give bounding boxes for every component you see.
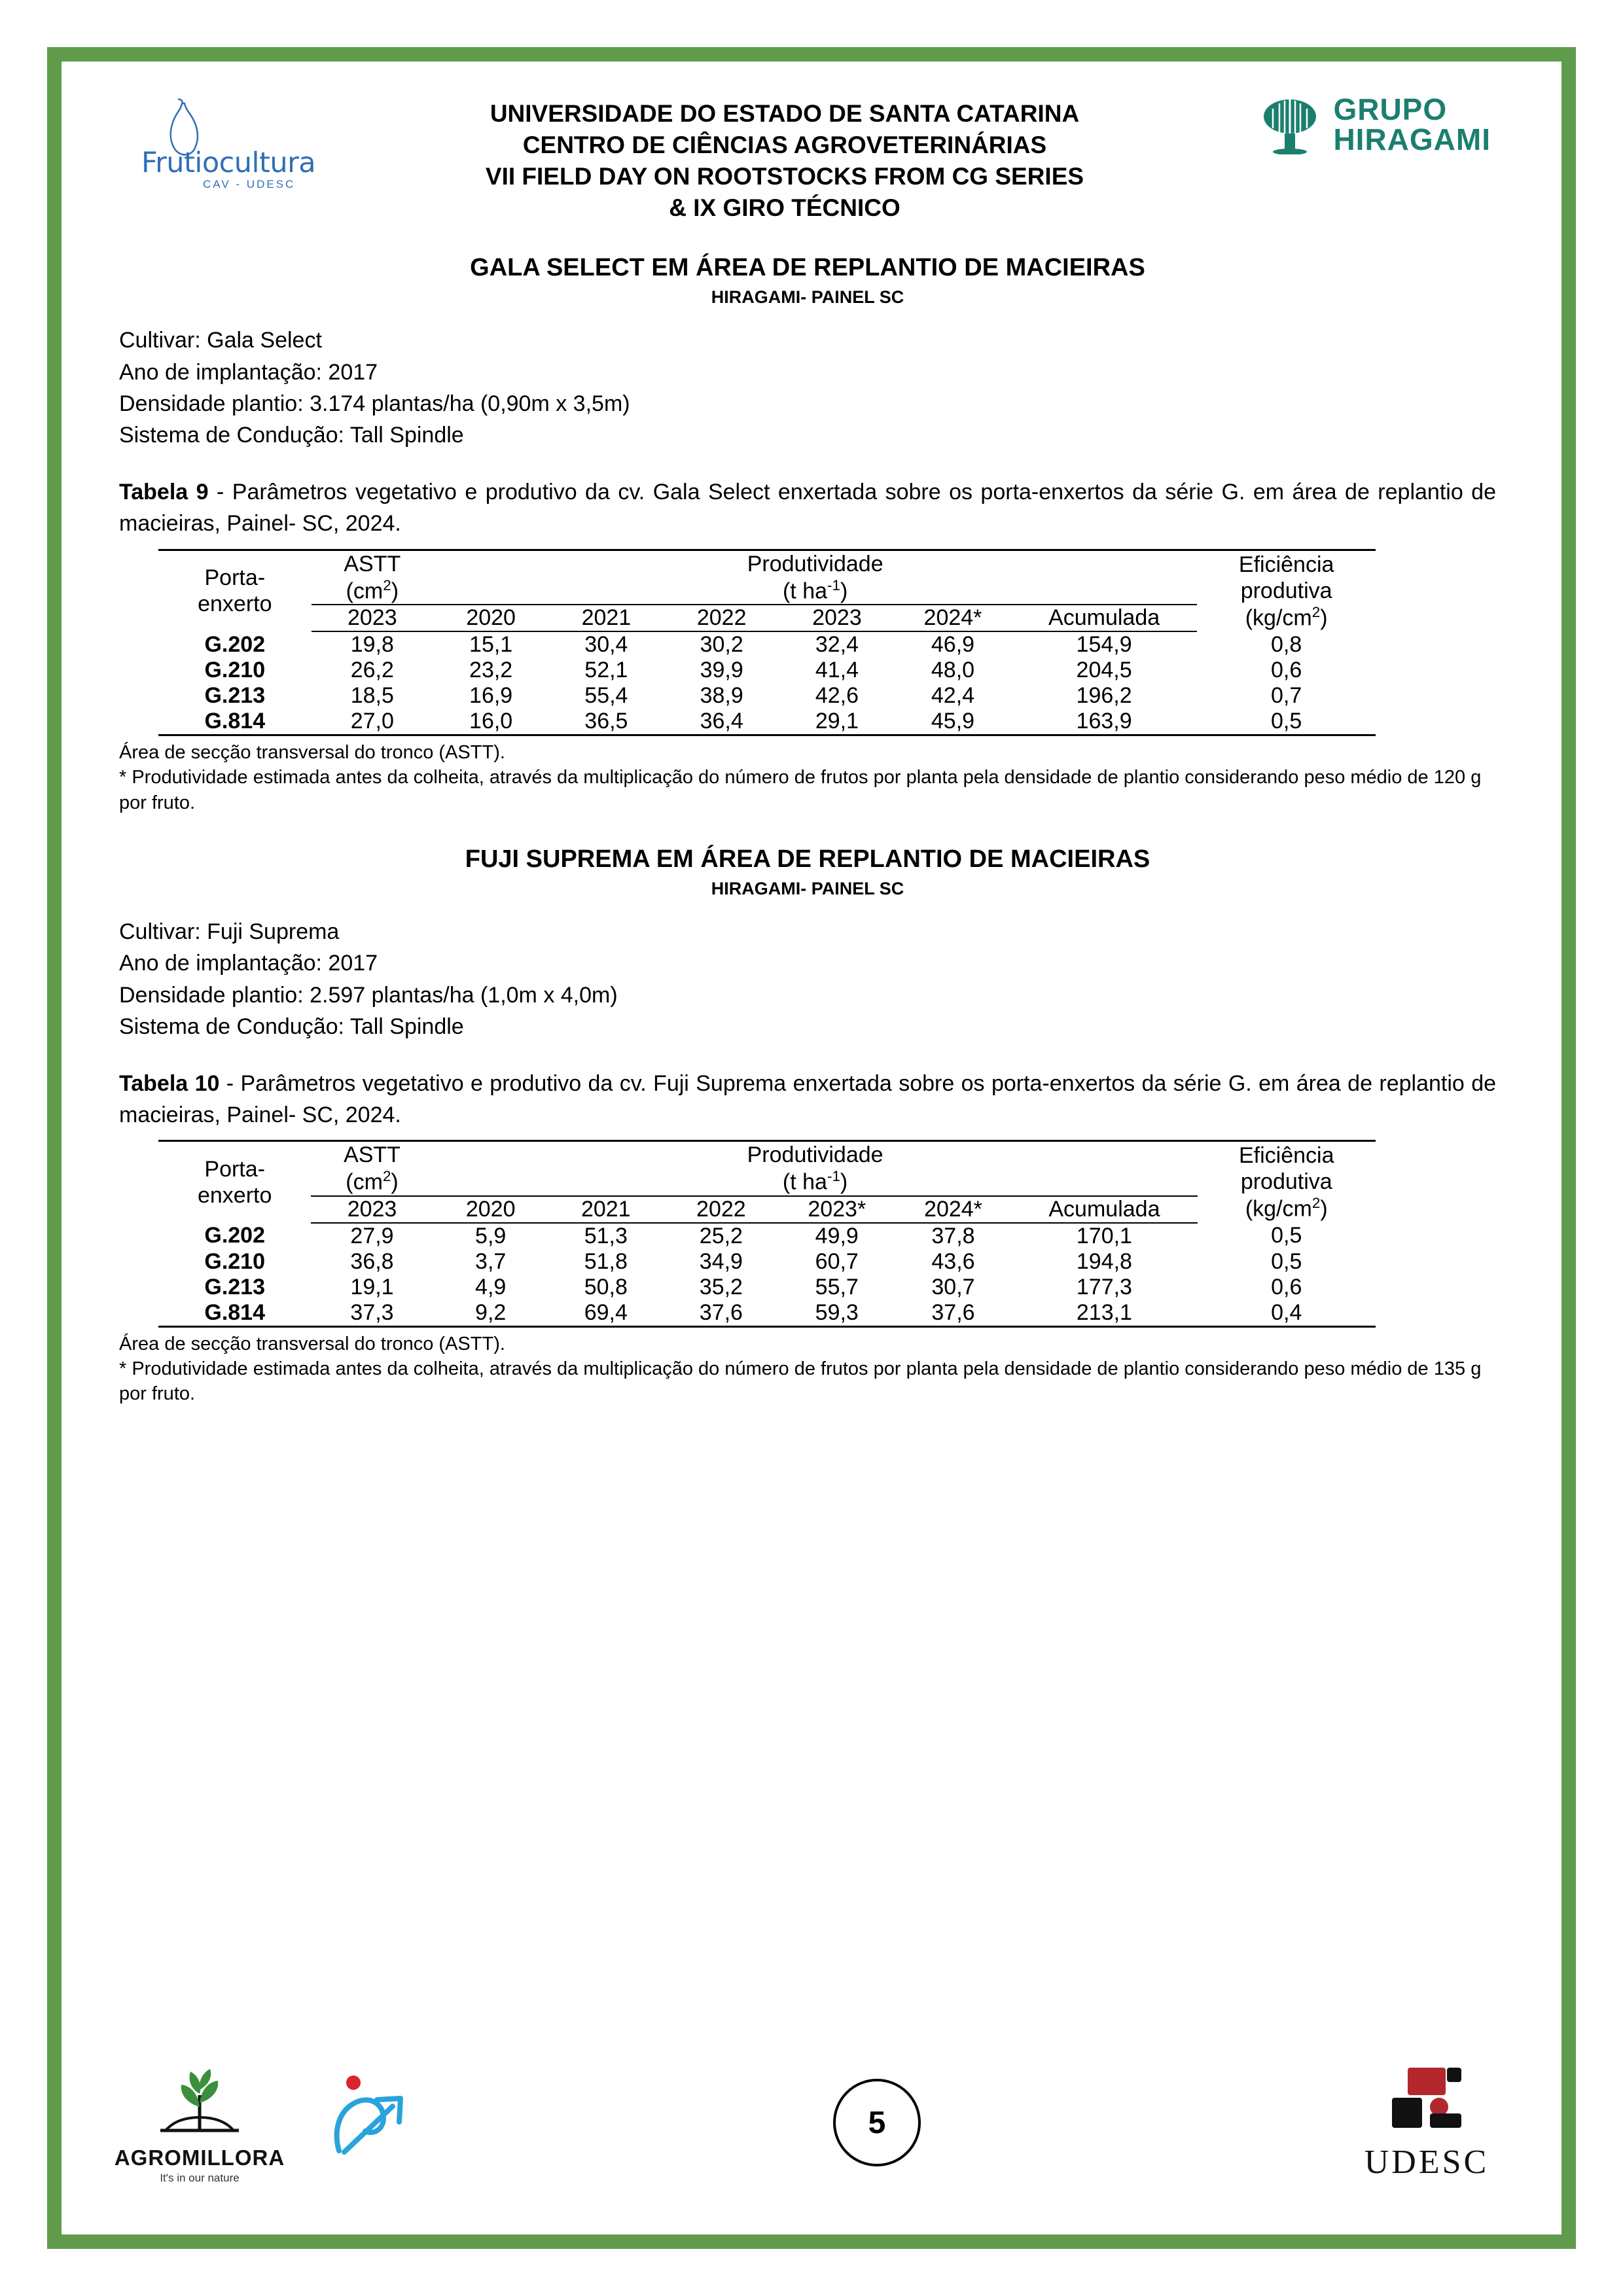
table10-r2-2023: 55,7 — [815, 1274, 859, 1299]
table10-note-2: * Produtividade estimada antes da colheita, através da multiplicação do número de frutos por planta pela densidade de plantio considerando peso médio de 135 g por fruto. — [119, 1358, 1482, 1405]
table10-r2-rootstock: G.213 — [204, 1274, 265, 1299]
frutiocultura-wordmark: Frutiocultura — [141, 147, 316, 179]
table9-r2-2020: 16,9 — [469, 683, 513, 709]
table10-r1-2024: 43,6 — [931, 1248, 975, 1274]
table10-sub-acumulada: Acumulada — [1011, 1196, 1197, 1223]
table9-r2-rootstock: G.213 — [204, 683, 266, 709]
hiragami-line-2: HIRAGAMI — [1333, 122, 1491, 156]
agromillora-logo — [92, 2061, 308, 2185]
section1-title: GALA SELECT EM ÁREA DE REPLANTIO DE MACIEIRAS — [470, 254, 1145, 282]
table9-r1-2020: 23,2 — [469, 658, 513, 683]
table-row — [158, 631, 1376, 658]
table10-col-porta-enxerto: Porta- enxerto — [158, 1141, 311, 1223]
table9-r2-2023: 42,6 — [815, 683, 859, 709]
table9-r2-acumulada: 196,2 — [1076, 683, 1132, 709]
table9-sub-2021: 2021 — [548, 605, 664, 631]
section1-meta-line-1: Cultivar: Gala Select — [119, 328, 322, 353]
table10-col-eficiencia: Eficiência produtiva $(kg/cm^2)$ — [1198, 1141, 1376, 1223]
section2-meta-line-4: Sistema de Condução: Tall Spindle — [119, 1014, 464, 1039]
tree-icon — [1256, 94, 1324, 154]
table9-r2-2022: 38,9 — [700, 683, 743, 709]
table10-r3-2024: 37,6 — [895, 1300, 1012, 1327]
table9-r1-2024: 48,0 — [931, 658, 975, 683]
table10-r3-rootstock: G.814 — [158, 1300, 311, 1327]
table10-r3-2020: 9,2 — [433, 1300, 548, 1327]
table9-r3-2024: 45,9 — [895, 709, 1011, 735]
table10-r0-2022: 25,2 — [699, 1223, 743, 1248]
table9-r1-2022: 39,9 — [700, 658, 743, 683]
table9-r3-eficiencia: 0,5 — [1197, 709, 1376, 735]
table9-caption — [119, 477, 1496, 539]
table9-r0-rootstock: G.202 — [204, 631, 266, 657]
table-row — [158, 658, 1376, 683]
table10-r2-2020: 4,9 — [475, 1274, 507, 1299]
table10-r1-2020: 3,7 — [475, 1248, 507, 1274]
table9-r3-rootstock: G.814 — [158, 709, 312, 735]
table10-r1-astt: 36,8 — [350, 1248, 394, 1274]
page-title — [355, 94, 1215, 224]
table9-r0-acumulada: 154,9 — [1076, 632, 1132, 658]
table9-sub-2022: 2022 — [664, 605, 779, 631]
agromillora-tagline: It's in our nature — [160, 2171, 240, 2184]
table10-r2-2022: 35,2 — [699, 1274, 743, 1299]
table9-notes — [119, 740, 1496, 815]
table10-sub-2022: 2022 — [664, 1196, 779, 1223]
table10-sub-2021: 2021 — [548, 1196, 664, 1223]
table9-r0-2022: 30,2 — [700, 632, 743, 658]
table9-r0-eficiencia: 0,8 — [1271, 631, 1302, 657]
table9-sub-astt-year: 2023 — [312, 605, 433, 631]
table10-note-1: Área de secção transversal do tronco (ASTT). — [119, 1333, 505, 1354]
page-number-badge — [825, 2079, 929, 2166]
table9-header-row-2 — [158, 605, 1376, 631]
table10-r2-2024: 30,7 — [931, 1274, 975, 1299]
table10-caption-text: - Parâmetros vegetativo e produtivo da cv. Fuji Suprema enxertada sobre os porta-enxertos da série G. em área de replantio de macieiras, Painel- SC, 2024. — [119, 1071, 1497, 1127]
frutiocultura-subtext: CAV - UDESC — [203, 178, 296, 190]
table9-r0-2021: 30,4 — [584, 632, 628, 658]
table10-r0-2024: 37,8 — [931, 1223, 975, 1248]
table9-r1-acumulada: 204,5 — [1076, 658, 1132, 683]
section2-meta — [119, 916, 1496, 1042]
table-row — [158, 709, 1376, 735]
table9-col-produtividade: Produtividade (t $ha^{-1}$) — [433, 550, 1197, 605]
table-row — [158, 1275, 1376, 1300]
tree-icon — [134, 2061, 265, 2140]
table10-sub-2020: 2020 — [433, 1196, 548, 1223]
table9-r3-2023: 29,1 — [779, 709, 895, 735]
table10-r3-2021: 69,4 — [548, 1300, 664, 1327]
page-number: 5 — [833, 2079, 921, 2166]
title-line-4: & IX GIRO TÉCNICO — [669, 194, 901, 222]
section2-meta-line-2: Ano de implantação: 2017 — [119, 951, 378, 976]
table10-r3-2022: 37,6 — [664, 1300, 779, 1327]
table9-r1-2021: 52,1 — [584, 658, 628, 683]
table10-r2-acumulada: 177,3 — [1076, 1274, 1132, 1299]
title-line-2: CENTRO DE CIÊNCIAS AGROVETERINÁRIAS — [522, 132, 1047, 159]
table-row — [158, 1223, 1376, 1249]
table10 — [158, 1140, 1376, 1328]
section1-meta — [119, 325, 1496, 451]
table9-sub-2023: 2023 — [779, 605, 895, 631]
table-row — [158, 1249, 1376, 1275]
table9-note-2: * Produtividade estimada antes da colheita, através da multiplicação do número de frutos por planta pela densidade de plantio considerando peso médio de 120 g por fruto. — [119, 767, 1482, 813]
table10-r0-2023: 49,9 — [815, 1223, 859, 1248]
table9-col-astt: ASTT $(cm^2)$ — [312, 550, 433, 605]
table9-r2-2021: 55,4 — [584, 683, 628, 709]
table10-r1-eficiencia: 0,5 — [1271, 1248, 1302, 1274]
table10-r3-acumulada: 213,1 — [1011, 1300, 1197, 1327]
table10-r2-eficiencia: 0,6 — [1271, 1274, 1302, 1299]
table10-r1-acumulada: 194,8 — [1076, 1248, 1132, 1274]
title-line-1: UNIVERSIDADE DO ESTADO DE SANTA CATARINA — [490, 100, 1080, 127]
section1-meta-line-3: Densidade plantio: 3.174 plantas/ha (0,90m x 3,5m) — [119, 391, 630, 416]
table10-caption-label: Tabela 10 — [119, 1071, 220, 1097]
udesc-logo — [1322, 2064, 1531, 2181]
title-line-3: VII FIELD DAY ON ROOTSTOCKS FROM CG SERIES — [485, 163, 1084, 190]
table10-header-row-1 — [158, 1141, 1376, 1196]
table10-notes — [119, 1332, 1496, 1407]
section1-meta-line-2: Ano de implantação: 2017 — [119, 359, 378, 385]
document-footer — [92, 2047, 1531, 2198]
table9-r0-astt: 19,8 — [350, 632, 394, 658]
table9-r3-2020: 16,0 — [433, 709, 548, 735]
arrow-icon — [314, 2072, 425, 2170]
table10-sub-2023: 2023* — [779, 1196, 895, 1223]
table9-col-eficiencia: Eficiência produtiva $(kg/cm^2)$ — [1197, 550, 1376, 631]
table9-r3-2022: 36,4 — [664, 709, 779, 735]
table10-r1-2022: 34,9 — [699, 1248, 743, 1274]
table-row — [158, 1300, 1376, 1327]
table10-caption — [119, 1069, 1496, 1131]
table-row — [158, 683, 1376, 709]
table9-r0-2023: 32,4 — [815, 632, 859, 658]
hiragami-line-1: GRUPO — [1333, 92, 1448, 126]
agromillora-name: AGROMILLORA — [114, 2145, 285, 2170]
table10-r0-2020: 5,9 — [475, 1223, 507, 1248]
table10-r1-2023: 60,7 — [815, 1248, 859, 1274]
arrow-logo — [308, 2072, 432, 2174]
table10-r0-acumulada: 170,1 — [1076, 1223, 1132, 1248]
frutiocultura-logo — [119, 94, 355, 192]
table10-col-astt: ASTT $(cm^2)$ — [311, 1141, 433, 1196]
table9-col-porta-enxerto: Porta- enxerto — [158, 550, 312, 631]
section1-meta-line-4: Sistema de Condução: Tall Spindle — [119, 423, 464, 448]
table9-header-row-1 — [158, 550, 1376, 605]
table9-sub-acumulada: Acumulada — [1011, 605, 1197, 631]
table9-r2-eficiencia: 0,7 — [1271, 683, 1302, 709]
table10-sub-astt-year: 2023 — [311, 1196, 433, 1223]
table9-note-1: Área de secção transversal do tronco (ASTT). — [119, 742, 505, 764]
table9-r1-rootstock: G.210 — [204, 658, 266, 683]
table9-sub-2020: 2020 — [433, 605, 548, 631]
table10-r0-rootstock: G.202 — [204, 1223, 265, 1248]
table10-r1-2021: 51,8 — [584, 1248, 628, 1274]
section2-meta-line-3: Densidade plantio: 2.597 plantas/ha (1,0m x 4,0m) — [119, 982, 618, 1008]
table9 — [158, 549, 1376, 737]
section2-subtitle: HIRAGAMI- PAINEL SC — [711, 878, 904, 898]
table10-r3-eficiencia: 0,4 — [1198, 1300, 1376, 1327]
table9-caption-label: Tabela 9 — [119, 480, 209, 505]
table10-r3-2023: 59,3 — [779, 1300, 895, 1327]
table9-r0-2024: 46,9 — [931, 632, 975, 658]
table9-sub-2024: 2024* — [895, 605, 1011, 631]
table9-r1-astt: 26,2 — [350, 658, 394, 683]
table9-r3-acumulada: 163,9 — [1011, 709, 1197, 735]
table9-r2-2024: 42,4 — [931, 683, 975, 709]
section1-subtitle: HIRAGAMI- PAINEL SC — [711, 287, 904, 308]
page-content — [119, 76, 1496, 1407]
table10-r0-eficiencia: 0,5 — [1271, 1223, 1302, 1248]
document-header — [119, 76, 1496, 224]
table10-r0-2021: 51,3 — [584, 1223, 628, 1248]
section2-meta-line-1: Cultivar: Fuji Suprema — [119, 919, 340, 944]
table10-r0-astt: 27,9 — [350, 1223, 394, 1248]
table10-r3-astt: 37,3 — [311, 1300, 433, 1327]
table9-r0-2020: 15,1 — [469, 632, 513, 658]
table9-r1-2023: 41,4 — [815, 658, 859, 683]
table10-sub-2024: 2024* — [895, 1196, 1012, 1223]
table10-header-row-2 — [158, 1196, 1376, 1223]
table9-r3-astt: 27,0 — [312, 709, 433, 735]
table10-r2-2021: 50,8 — [584, 1274, 628, 1299]
table10-r2-astt: 19,1 — [350, 1274, 394, 1299]
table9-caption-text: - Parâmetros vegetativo e produtivo da cv. Gala Select enxertada sobre os porta-enxertos da série G. em área de replantio de macieiras, Painel- SC, 2024. — [119, 480, 1496, 537]
udesc-wordmark: UDESC — [1364, 2144, 1489, 2181]
table9-r2-astt: 18,5 — [350, 683, 394, 709]
table10-col-produtividade: Produtividade (t $ha^{-1}$) — [433, 1141, 1198, 1196]
table9-r3-2021: 36,5 — [548, 709, 664, 735]
section2-title: FUJI SUPREMA EM ÁREA DE REPLANTIO DE MACIEIRAS — [465, 845, 1150, 873]
table10-r1-rootstock: G.210 — [204, 1248, 265, 1274]
udesc-mark-icon — [1378, 2064, 1476, 2136]
hiragami-logo — [1215, 94, 1496, 154]
table9-r1-eficiencia: 0,6 — [1271, 658, 1302, 683]
